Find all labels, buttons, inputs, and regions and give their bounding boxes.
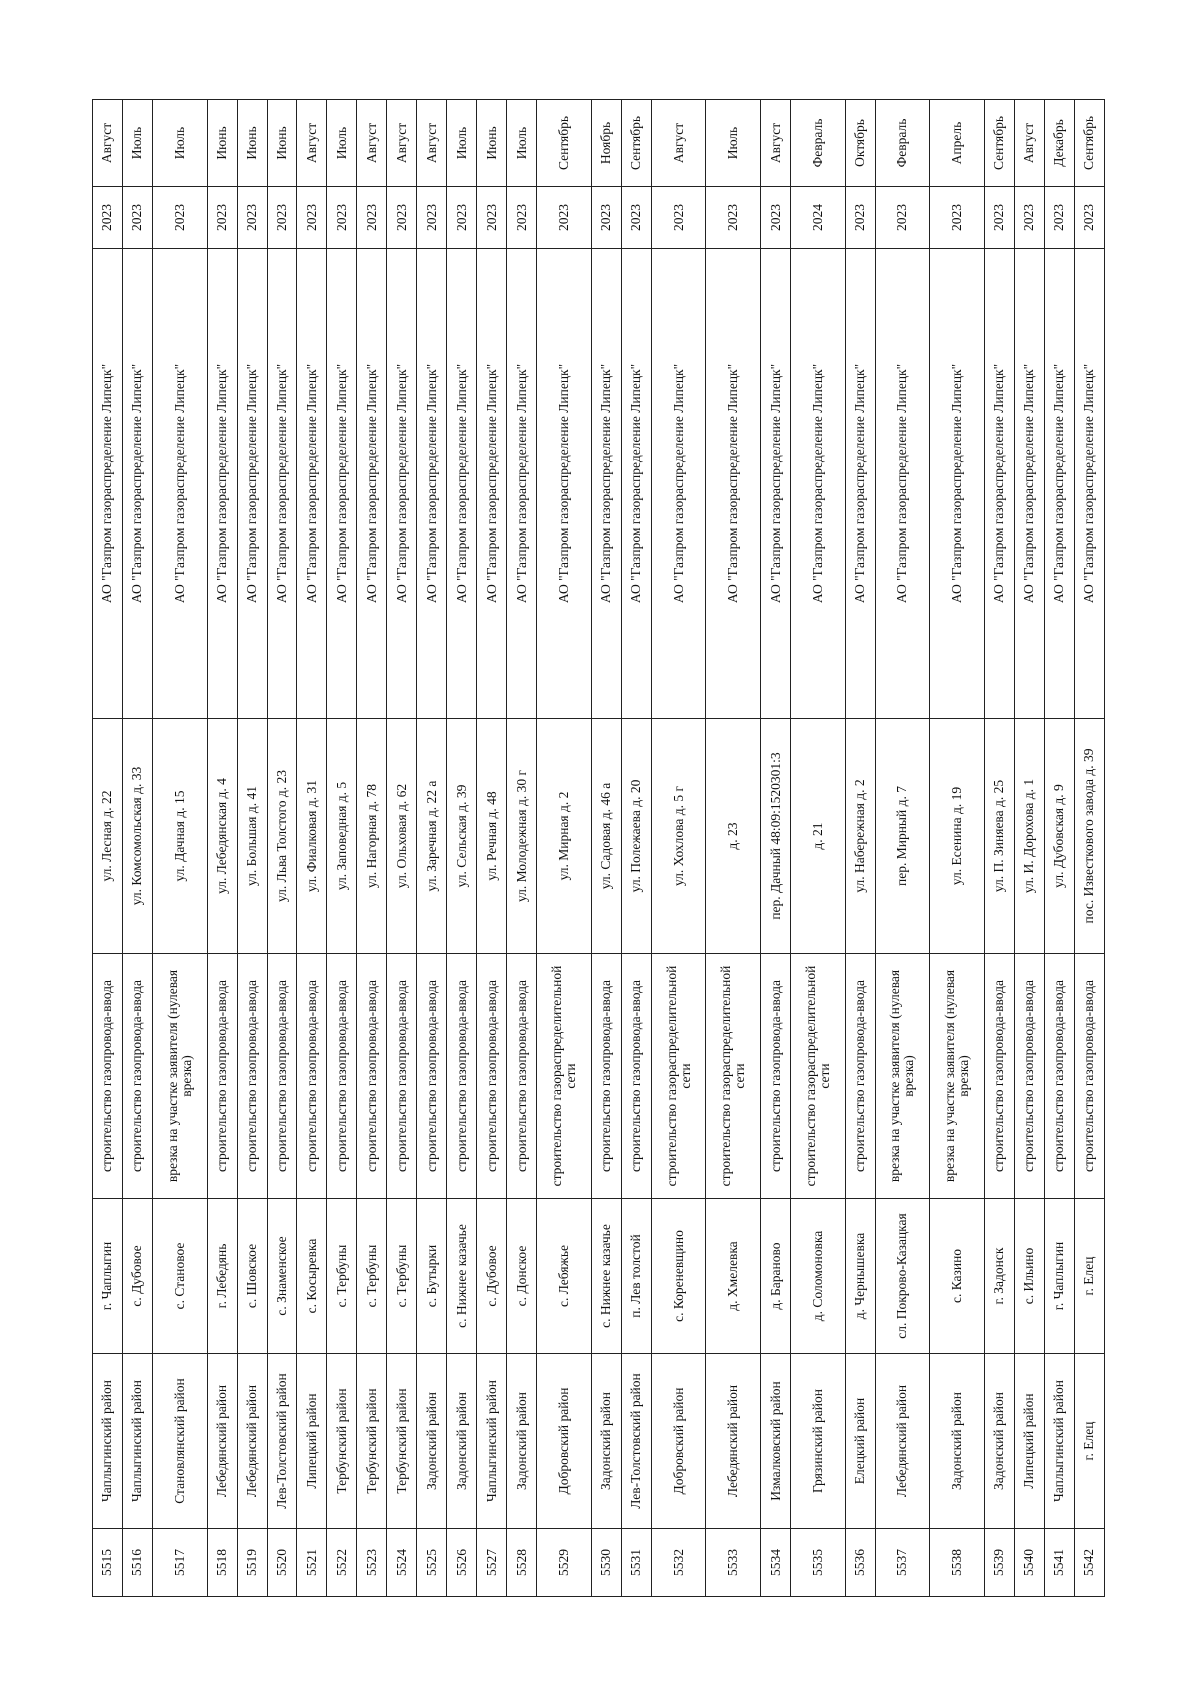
address-cell: ул. Лесная д. 22 bbox=[93, 719, 123, 954]
table-row bbox=[122, 100, 152, 1597]
table-row bbox=[327, 100, 357, 1597]
settlement-cell: с. Нижнее казачье bbox=[447, 1199, 477, 1354]
work-type-cell: строительство газораспределительной сети bbox=[791, 954, 846, 1199]
work-type-cell: врезка на участке заявителя (нулевая врезка) bbox=[875, 954, 930, 1199]
table-row bbox=[152, 100, 207, 1597]
row-number-cell: 5538 bbox=[930, 1529, 985, 1597]
year-cell: 2023 bbox=[984, 187, 1014, 249]
district-cell: Липецкий район bbox=[297, 1354, 327, 1529]
address-cell: ул. Садовая д. 46 а bbox=[591, 719, 621, 954]
work-type-cell: строительство газопровода-ввода bbox=[417, 954, 447, 1199]
district-cell: Задонский район bbox=[591, 1354, 621, 1529]
rotated-page bbox=[92, 100, 1105, 1597]
year-cell: 2023 bbox=[591, 187, 621, 249]
organization-cell: АО "Газпром газораспределение Липецк" bbox=[152, 249, 207, 719]
month-cell: Ноябрь bbox=[591, 100, 621, 187]
organization-cell: АО "Газпром газораспределение Липецк" bbox=[207, 249, 237, 719]
district-cell: Задонский район bbox=[417, 1354, 447, 1529]
month-cell: Февраль bbox=[791, 100, 846, 187]
work-type-cell: строительство газопровода-ввода bbox=[237, 954, 267, 1199]
organization-cell: АО "Газпром газораспределение Липецк" bbox=[1014, 249, 1044, 719]
work-type-cell: строительство газопровода-ввода bbox=[387, 954, 417, 1199]
year-cell: 2023 bbox=[207, 187, 237, 249]
month-cell: Июль bbox=[507, 100, 537, 187]
table-row bbox=[447, 100, 477, 1597]
table-row bbox=[651, 100, 706, 1597]
work-type-cell: строительство газопровода-ввода bbox=[93, 954, 123, 1199]
work-type-cell: врезка на участке заявителя (нулевая врезка) bbox=[930, 954, 985, 1199]
settlement-cell: с. Знаменское bbox=[267, 1199, 297, 1354]
work-type-cell: строительство газораспределительной сети bbox=[706, 954, 761, 1199]
table-row bbox=[207, 100, 237, 1597]
work-type-cell: строительство газопровода-ввода bbox=[1014, 954, 1044, 1199]
district-cell: Задонский район bbox=[507, 1354, 537, 1529]
month-cell: Сентябрь bbox=[1074, 100, 1104, 187]
month-cell: Декабрь bbox=[1044, 100, 1074, 187]
table-row bbox=[267, 100, 297, 1597]
organization-cell: АО "Газпром газораспределение Липецк" bbox=[651, 249, 706, 719]
organization-cell: АО "Газпром газораспределение Липецк" bbox=[591, 249, 621, 719]
district-cell: г. Елец bbox=[1074, 1354, 1104, 1529]
settlement-cell: д. Соломоновка bbox=[791, 1199, 846, 1354]
work-type-cell: строительство газопровода-ввода bbox=[507, 954, 537, 1199]
row-number-cell: 5522 bbox=[327, 1529, 357, 1597]
settlement-cell: сл. Покрово-Казацкая bbox=[875, 1199, 930, 1354]
district-cell: Задонский район bbox=[984, 1354, 1014, 1529]
organization-cell: АО "Газпром газораспределение Липецк" bbox=[297, 249, 327, 719]
organization-cell: АО "Газпром газораспределение Липецк" bbox=[122, 249, 152, 719]
table-row bbox=[761, 100, 791, 1597]
month-cell: Июль bbox=[122, 100, 152, 187]
year-cell: 2023 bbox=[267, 187, 297, 249]
row-number-cell: 5534 bbox=[761, 1529, 791, 1597]
month-cell: Февраль bbox=[875, 100, 930, 187]
work-type-cell: строительство газопровода-ввода bbox=[845, 954, 875, 1199]
district-cell: Лев-Толстовский район bbox=[621, 1354, 651, 1529]
table-row bbox=[357, 100, 387, 1597]
work-type-cell: строительство газораспределительной сети bbox=[537, 954, 592, 1199]
district-cell: Липецкий район bbox=[1014, 1354, 1044, 1529]
row-number-cell: 5520 bbox=[267, 1529, 297, 1597]
settlement-cell: с. Тербуны bbox=[327, 1199, 357, 1354]
settlement-cell: с. Тербуны bbox=[357, 1199, 387, 1354]
year-cell: 2023 bbox=[357, 187, 387, 249]
table-row bbox=[930, 100, 985, 1597]
year-cell: 2023 bbox=[477, 187, 507, 249]
work-type-cell: строительство газопровода-ввода bbox=[1044, 954, 1074, 1199]
table-row bbox=[591, 100, 621, 1597]
year-cell: 2023 bbox=[1074, 187, 1104, 249]
district-cell: Измалковский район bbox=[761, 1354, 791, 1529]
district-cell: Добровский район bbox=[537, 1354, 592, 1529]
settlement-cell: г. Елец bbox=[1074, 1199, 1104, 1354]
organization-cell: АО "Газпром газораспределение Липецк" bbox=[1074, 249, 1104, 719]
table-row bbox=[706, 100, 761, 1597]
month-cell: Сентябрь bbox=[984, 100, 1014, 187]
work-type-cell: строительство газопровода-ввода bbox=[1074, 954, 1104, 1199]
month-cell: Август bbox=[417, 100, 447, 187]
settlement-cell: с. Становое bbox=[152, 1199, 207, 1354]
row-number-cell: 5541 bbox=[1044, 1529, 1074, 1597]
settlement-cell: д. Хмелевка bbox=[706, 1199, 761, 1354]
organization-cell: АО "Газпром газораспределение Липецк" bbox=[327, 249, 357, 719]
address-cell: ул. Полежаева д. 20 bbox=[621, 719, 651, 954]
work-type-cell: врезка на участке заявителя (нулевая врезка) bbox=[152, 954, 207, 1199]
row-number-cell: 5516 bbox=[122, 1529, 152, 1597]
row-number-cell: 5519 bbox=[237, 1529, 267, 1597]
year-cell: 2023 bbox=[297, 187, 327, 249]
year-cell: 2023 bbox=[875, 187, 930, 249]
district-cell: Задонский район bbox=[930, 1354, 985, 1529]
address-cell: пос. Известкового завода д. 39 bbox=[1074, 719, 1104, 954]
month-cell: Сентябрь bbox=[621, 100, 651, 187]
settlement-cell: с. Шовское bbox=[237, 1199, 267, 1354]
month-cell: Июль bbox=[706, 100, 761, 187]
address-cell: ул. Ольховая д. 62 bbox=[387, 719, 417, 954]
row-number-cell: 5533 bbox=[706, 1529, 761, 1597]
settlement-cell: с. Казино bbox=[930, 1199, 985, 1354]
address-cell: ул. И. Дорохова д. 1 bbox=[1014, 719, 1044, 954]
row-number-cell: 5524 bbox=[387, 1529, 417, 1597]
month-cell: Октябрь bbox=[845, 100, 875, 187]
organization-cell: АО "Газпром газораспределение Липецк" bbox=[447, 249, 477, 719]
address-cell: ул. Речная д. 48 bbox=[477, 719, 507, 954]
work-type-cell: строительство газопровода-ввода bbox=[761, 954, 791, 1199]
work-type-cell: строительство газопровода-ввода bbox=[984, 954, 1014, 1199]
row-number-cell: 5515 bbox=[93, 1529, 123, 1597]
year-cell: 2023 bbox=[537, 187, 592, 249]
row-number-cell: 5518 bbox=[207, 1529, 237, 1597]
settlement-cell: с. Дубовое bbox=[477, 1199, 507, 1354]
district-cell: Чаплыгинский район bbox=[122, 1354, 152, 1529]
address-cell: ул. Нагорная д. 78 bbox=[357, 719, 387, 954]
row-number-cell: 5529 bbox=[537, 1529, 592, 1597]
settlement-cell: с. Кореневщино bbox=[651, 1199, 706, 1354]
address-cell: ул. Сельская д. 39 bbox=[447, 719, 477, 954]
organization-cell: АО "Газпром газораспределение Липецк" bbox=[507, 249, 537, 719]
row-number-cell: 5540 bbox=[1014, 1529, 1044, 1597]
table-row bbox=[1044, 100, 1074, 1597]
month-cell: Август bbox=[651, 100, 706, 187]
row-number-cell: 5526 bbox=[447, 1529, 477, 1597]
address-cell: ул. Льва Толстого д. 23 bbox=[267, 719, 297, 954]
month-cell: Август bbox=[93, 100, 123, 187]
address-cell: ул. Заповедная д. 5 bbox=[327, 719, 357, 954]
address-cell: ул. Хохлова д. 5 г bbox=[651, 719, 706, 954]
table-body bbox=[93, 100, 1105, 1597]
district-cell: Чаплыгинский район bbox=[93, 1354, 123, 1529]
organization-cell: АО "Газпром газораспределение Липецк" bbox=[537, 249, 592, 719]
row-number-cell: 5527 bbox=[477, 1529, 507, 1597]
row-number-cell: 5542 bbox=[1074, 1529, 1104, 1597]
district-cell: Добровский район bbox=[651, 1354, 706, 1529]
settlement-cell: г. Задонск bbox=[984, 1199, 1014, 1354]
address-cell: ул. Комсомольская д. 33 bbox=[122, 719, 152, 954]
table-row bbox=[875, 100, 930, 1597]
year-cell: 2023 bbox=[327, 187, 357, 249]
district-cell: Лебедянский район bbox=[237, 1354, 267, 1529]
year-cell: 2024 bbox=[791, 187, 846, 249]
year-cell: 2023 bbox=[845, 187, 875, 249]
district-cell: Елецкий район bbox=[845, 1354, 875, 1529]
work-type-cell: строительство газораспределительной сети bbox=[651, 954, 706, 1199]
row-number-cell: 5535 bbox=[791, 1529, 846, 1597]
row-number-cell: 5536 bbox=[845, 1529, 875, 1597]
work-type-cell: строительство газопровода-ввода bbox=[207, 954, 237, 1199]
month-cell: Апрель bbox=[930, 100, 985, 187]
settlement-cell: с. Дубовое bbox=[122, 1199, 152, 1354]
work-type-cell: строительство газопровода-ввода bbox=[591, 954, 621, 1199]
table-row bbox=[297, 100, 327, 1597]
organization-cell: АО "Газпром газораспределение Липецк" bbox=[1044, 249, 1074, 719]
address-cell: ул. Дубовская д. 9 bbox=[1044, 719, 1074, 954]
settlement-cell: с. Косыревка bbox=[297, 1199, 327, 1354]
work-type-cell: строительство газопровода-ввода bbox=[327, 954, 357, 1199]
year-cell: 2023 bbox=[930, 187, 985, 249]
row-number-cell: 5517 bbox=[152, 1529, 207, 1597]
work-type-cell: строительство газопровода-ввода bbox=[297, 954, 327, 1199]
month-cell: Июль bbox=[447, 100, 477, 187]
organization-cell: АО "Газпром газораспределение Липецк" bbox=[761, 249, 791, 719]
organization-cell: АО "Газпром газораспределение Липецк" bbox=[237, 249, 267, 719]
district-cell: Лебедянский район bbox=[875, 1354, 930, 1529]
year-cell: 2023 bbox=[651, 187, 706, 249]
settlement-cell: с. Тербуны bbox=[387, 1199, 417, 1354]
address-cell: ул. Набережная д. 2 bbox=[845, 719, 875, 954]
settlement-cell: с. Ильино bbox=[1014, 1199, 1044, 1354]
organization-cell: АО "Газпром газораспределение Липецк" bbox=[417, 249, 447, 719]
address-cell: ул. Мирная д. 2 bbox=[537, 719, 592, 954]
organization-cell: АО "Газпром газораспределение Липецк" bbox=[706, 249, 761, 719]
district-cell: Тербунский район bbox=[357, 1354, 387, 1529]
table-row bbox=[237, 100, 267, 1597]
year-cell: 2023 bbox=[122, 187, 152, 249]
district-cell: Чаплыгинский район bbox=[1044, 1354, 1074, 1529]
address-cell: ул. П. Зиняева д. 25 bbox=[984, 719, 1014, 954]
organization-cell: АО "Газпром газораспределение Липецк" bbox=[791, 249, 846, 719]
table-row bbox=[1014, 100, 1044, 1597]
organization-cell: АО "Газпром газораспределение Липецк" bbox=[621, 249, 651, 719]
settlement-cell: с. Донское bbox=[507, 1199, 537, 1354]
organization-cell: АО "Газпром газораспределение Липецк" bbox=[930, 249, 985, 719]
month-cell: Июль bbox=[152, 100, 207, 187]
organization-cell: АО "Газпром газораспределение Липецк" bbox=[984, 249, 1014, 719]
district-cell: Грязинский район bbox=[791, 1354, 846, 1529]
settlement-cell: с. Нижнее казачье bbox=[591, 1199, 621, 1354]
work-type-cell: строительство газопровода-ввода bbox=[122, 954, 152, 1199]
table-row bbox=[507, 100, 537, 1597]
table-row bbox=[417, 100, 447, 1597]
district-cell: Задонский район bbox=[447, 1354, 477, 1529]
work-type-cell: строительство газопровода-ввода bbox=[357, 954, 387, 1199]
organization-cell: АО "Газпром газораспределение Липецк" bbox=[477, 249, 507, 719]
year-cell: 2023 bbox=[507, 187, 537, 249]
organization-cell: АО "Газпром газораспределение Липецк" bbox=[93, 249, 123, 719]
row-number-cell: 5521 bbox=[297, 1529, 327, 1597]
month-cell: Август bbox=[357, 100, 387, 187]
table-row bbox=[845, 100, 875, 1597]
year-cell: 2023 bbox=[447, 187, 477, 249]
address-cell: ул. Молодежная д. 30 г bbox=[507, 719, 537, 954]
month-cell: Июль bbox=[327, 100, 357, 187]
month-cell: Июнь bbox=[267, 100, 297, 187]
settlement-cell: д. Бараново bbox=[761, 1199, 791, 1354]
district-cell: Лебедянский район bbox=[706, 1354, 761, 1529]
organization-cell: АО "Газпром газораспределение Липецк" bbox=[875, 249, 930, 719]
district-cell: Становлянский район bbox=[152, 1354, 207, 1529]
year-cell: 2023 bbox=[93, 187, 123, 249]
row-number-cell: 5530 bbox=[591, 1529, 621, 1597]
row-number-cell: 5532 bbox=[651, 1529, 706, 1597]
settlement-cell: с. Лебяжье bbox=[537, 1199, 592, 1354]
table-row bbox=[621, 100, 651, 1597]
table-row bbox=[477, 100, 507, 1597]
settlement-cell: г. Чаплыгин bbox=[93, 1199, 123, 1354]
month-cell: Июнь bbox=[237, 100, 267, 187]
month-cell: Сентябрь bbox=[537, 100, 592, 187]
year-cell: 2023 bbox=[387, 187, 417, 249]
settlement-cell: д. Чернышевка bbox=[845, 1199, 875, 1354]
month-cell: Август bbox=[297, 100, 327, 187]
table-row bbox=[1074, 100, 1104, 1597]
year-cell: 2023 bbox=[621, 187, 651, 249]
year-cell: 2023 bbox=[152, 187, 207, 249]
month-cell: Июнь bbox=[477, 100, 507, 187]
address-cell: ул. Лебедянская д. 4 bbox=[207, 719, 237, 954]
organization-cell: АО "Газпром газораспределение Липецк" bbox=[357, 249, 387, 719]
address-cell: ул. Дачная д. 15 bbox=[152, 719, 207, 954]
year-cell: 2023 bbox=[237, 187, 267, 249]
work-type-cell: строительство газопровода-ввода bbox=[477, 954, 507, 1199]
district-cell: Лебедянский район bbox=[207, 1354, 237, 1529]
year-cell: 2023 bbox=[417, 187, 447, 249]
settlement-cell: п. Лев толстой bbox=[621, 1199, 651, 1354]
month-cell: Август bbox=[1014, 100, 1044, 187]
settlement-cell: г. Лебедянь bbox=[207, 1199, 237, 1354]
settlement-cell: с. Бутырки bbox=[417, 1199, 447, 1354]
work-type-cell: строительство газопровода-ввода bbox=[267, 954, 297, 1199]
table-row bbox=[791, 100, 846, 1597]
table-row bbox=[93, 100, 123, 1597]
month-cell: Июнь bbox=[207, 100, 237, 187]
district-cell: Чаплыгинский район bbox=[477, 1354, 507, 1529]
work-type-cell: строительство газопровода-ввода bbox=[621, 954, 651, 1199]
address-cell: д. 23 bbox=[706, 719, 761, 954]
year-cell: 2023 bbox=[706, 187, 761, 249]
work-type-cell: строительство газопровода-ввода bbox=[447, 954, 477, 1199]
month-cell: Август bbox=[761, 100, 791, 187]
month-cell: Август bbox=[387, 100, 417, 187]
organization-cell: АО "Газпром газораспределение Липецк" bbox=[267, 249, 297, 719]
address-cell: д. 21 bbox=[791, 719, 846, 954]
table-row bbox=[537, 100, 592, 1597]
table-row bbox=[984, 100, 1014, 1597]
address-cell: пер. Мирный д. 7 bbox=[875, 719, 930, 954]
year-cell: 2023 bbox=[1014, 187, 1044, 249]
table-row bbox=[387, 100, 417, 1597]
row-number-cell: 5523 bbox=[357, 1529, 387, 1597]
year-cell: 2023 bbox=[761, 187, 791, 249]
row-number-cell: 5525 bbox=[417, 1529, 447, 1597]
row-number-cell: 5537 bbox=[875, 1529, 930, 1597]
address-cell: ул. Заречная д. 22 а bbox=[417, 719, 447, 954]
address-cell: пер. Дачный 48:09:1520301:3 bbox=[761, 719, 791, 954]
row-number-cell: 5528 bbox=[507, 1529, 537, 1597]
organization-cell: АО "Газпром газораспределение Липецк" bbox=[387, 249, 417, 719]
district-cell: Лев-Толстовский район bbox=[267, 1354, 297, 1529]
address-cell: ул. Большая д. 41 bbox=[237, 719, 267, 954]
settlement-cell: г. Чаплыгин bbox=[1044, 1199, 1074, 1354]
year-cell: 2023 bbox=[1044, 187, 1074, 249]
organization-cell: АО "Газпром газораспределение Липецк" bbox=[845, 249, 875, 719]
district-cell: Тербунский район bbox=[387, 1354, 417, 1529]
row-number-cell: 5531 bbox=[621, 1529, 651, 1597]
address-cell: ул. Фиалковая д. 31 bbox=[297, 719, 327, 954]
address-cell: ул. Есенина д. 19 bbox=[930, 719, 985, 954]
district-cell: Тербунский район bbox=[327, 1354, 357, 1529]
gas-connection-table bbox=[92, 99, 1105, 1597]
row-number-cell: 5539 bbox=[984, 1529, 1014, 1597]
